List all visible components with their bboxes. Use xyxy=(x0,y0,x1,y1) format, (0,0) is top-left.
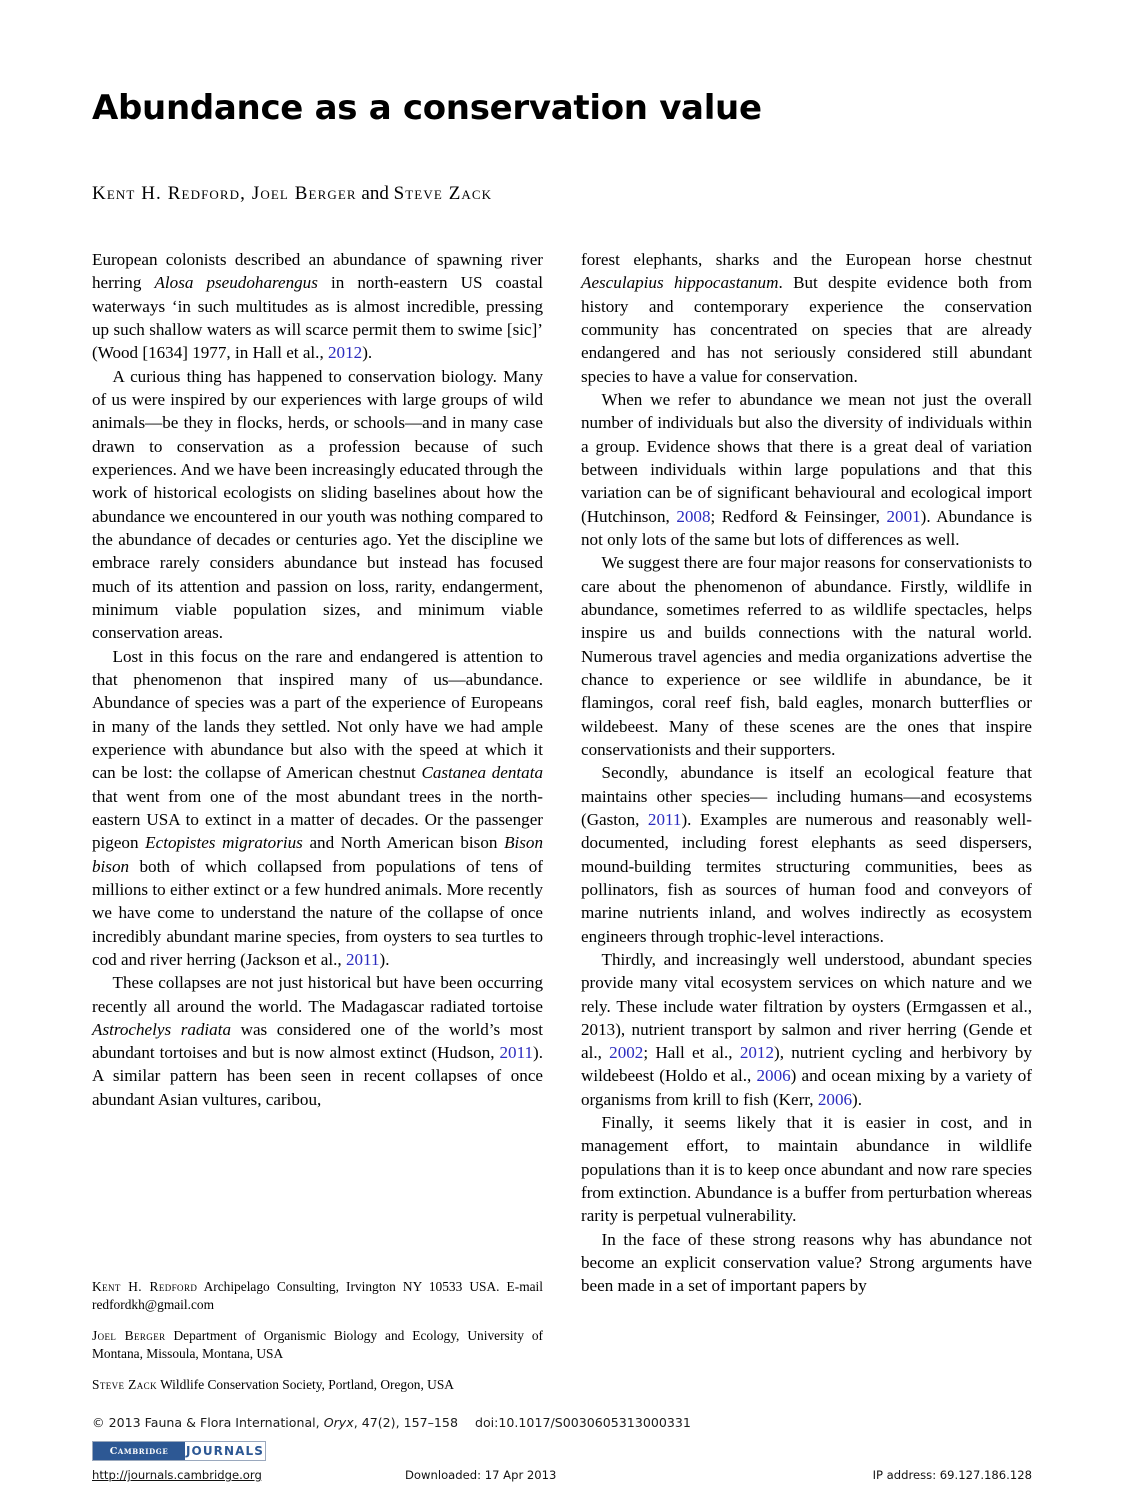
paragraph xyxy=(581,948,1032,1111)
species-name: Aesculapius hippocastanum xyxy=(581,273,779,293)
citation-link[interactable]: 2011 xyxy=(345,949,380,969)
text-run: These collapses are not just historical but have been occurring recently all around the world. The Madagascar radiated tortoise xyxy=(92,973,543,1016)
text-run: and North American bison xyxy=(302,833,505,853)
citation-link[interactable]: 2011 xyxy=(499,1043,534,1063)
copyright-line xyxy=(92,1415,691,1430)
paragraph: In the face of these strong reasons why has abundance not become an explicit conservation value? Strong arguments have been made in a set of important papers by xyxy=(581,1229,1032,1296)
citation-link[interactable]: 2012 xyxy=(328,343,363,363)
paragraph xyxy=(581,388,1032,551)
left-column xyxy=(92,248,543,1298)
text-run: Lost in this focus on the rare and endangered is attention to that phenomenon that inspired many of us—abundance. Abundance of species was a part of the experience of Europeans in many of the lands they settled. Not only have we had ample experience with abundance but also with the speed at which it can be lost: the collapse of American chestnut xyxy=(92,646,543,783)
authors-last: Steve Zack xyxy=(393,183,493,205)
affiliation-item xyxy=(92,1278,543,1314)
species-name: Castanea dentata xyxy=(421,763,544,783)
text-run: ). Examples are numerous and reasonably well-documented, including forest elephants as seed dispersers, mound-building termites structuring communities, bees as pollinators, fish as sources of human food and conveyors of marine nutrients inland, and wolves indirectly as ecosystem engineers through trophic-level interactions. xyxy=(581,809,1033,946)
doi-text: doi:10.1017/S0030605313000331 xyxy=(474,1415,691,1430)
text-run: ; Redford & Feinsinger, xyxy=(710,506,887,526)
journal-name: Oryx xyxy=(323,1415,354,1430)
paragraph xyxy=(92,971,543,1111)
logo-journals-label: JOURNALS xyxy=(185,1444,265,1458)
text-run: Secondly, abundance is itself an ecological feature that maintains other species— including humans—and ecosystems (Gaston, xyxy=(581,763,1032,829)
text-run: ). xyxy=(852,1089,863,1109)
paragraph xyxy=(92,645,543,972)
citation-link[interactable]: 2006 xyxy=(756,1066,791,1086)
paragraph xyxy=(581,761,1032,948)
text-run: ). xyxy=(379,949,390,969)
author-byline xyxy=(92,127,1032,205)
text-run: European colonists described an abundance of spawning river herring xyxy=(92,250,543,293)
text-run: in north-eastern US coastal waterways ‘in such multitudes as is almost incredible, pressing up such shallow waters as will scarce permit them to swime [sic]’ (Wood [1634] 1977, in Hall et al., xyxy=(92,273,543,363)
logo-cambridge-label: Cambridge xyxy=(93,1442,185,1460)
citation-link[interactable]: 2002 xyxy=(609,1043,644,1063)
citation-link[interactable]: 2008 xyxy=(676,506,711,526)
text-run: ). xyxy=(362,343,373,363)
text-run: When we refer to abundance we mean not just the overall number of individuals but also the diversity of individuals within a group. Evidence shows that there is a great deal of variation between individuals within large populations and that this variation can be of significant behavioural and ecological import (Hutchinson, xyxy=(581,389,1032,526)
copyright-text: © 2013 Fauna & Flora International, xyxy=(92,1415,324,1430)
affiliation-author-name: Joel Berger xyxy=(92,1327,166,1343)
species-name: Ectopistes migratorius xyxy=(145,833,303,853)
downloaded-date: Downloaded: 17 Apr 2013 xyxy=(405,1468,557,1482)
text-run: forest elephants, sharks and the European horse chestnut xyxy=(581,250,1032,269)
text-run: ; Hall et al., xyxy=(643,1043,740,1063)
authors-first: Kent H. Redford, Joel Berger xyxy=(92,183,357,205)
affiliation-text: Department of Organismic Biology and Ecology, University of Montana, Missoula, Montana, USA xyxy=(92,1327,543,1361)
text-run: ). Abundance is not only lots of the same but lots of differences as well. xyxy=(581,506,1033,549)
right-column xyxy=(581,248,1032,1298)
species-name: Astrochelys radiata xyxy=(92,1019,232,1039)
text-run: ) and ocean mixing by a variety of organisms from krill to fish (Kerr, xyxy=(581,1066,1032,1109)
ip-address: IP address: 69.127.186.128 xyxy=(872,1468,1032,1482)
citation-link[interactable]: 2006 xyxy=(817,1089,853,1109)
citation-link[interactable]: 2001 xyxy=(886,506,921,526)
species-name: Bison bison xyxy=(92,833,543,876)
journals-url-link[interactable]: http://journals.cambridge.org xyxy=(92,1468,262,1482)
text-run: . But despite evidence both from history and contemporary experience the conservation community has concentrated on species that are already endangered and has not seriously considered still abundant species to have a value for conservation. xyxy=(581,273,1032,386)
citation-link[interactable]: 2011 xyxy=(647,809,682,829)
text-run: ), nutrient cycling and herbivory by wildebeest (Holdo et al., xyxy=(581,1043,1032,1086)
affiliation-text: Wildlife Conservation Society, Portland, Oregon, USA xyxy=(156,1376,454,1392)
paragraph xyxy=(92,248,543,365)
citation-link[interactable]: 2012 xyxy=(739,1043,774,1063)
affiliation-author-name: Steve Zack xyxy=(92,1376,157,1392)
species-name: Alosa pseudoharengus xyxy=(154,273,318,293)
cambridge-journals-logo[interactable] xyxy=(92,1441,266,1461)
affiliation-item xyxy=(92,1376,543,1394)
text-run: both of which collapsed from populations of tens of millions to either extinct or a few hundred animals. More recently we have come to understand the nature of the collapse of once incredibly abundant marine species, from oysters to sea turtles to cod and river herring (Jackson et al., xyxy=(92,856,543,969)
author-affiliations xyxy=(92,1278,543,1407)
body-columns xyxy=(92,248,1032,1298)
affiliation-text: Archipelago Consulting, Irvington NY 10533 USA. E-mail redfordkh@gmail.com xyxy=(92,1279,543,1312)
authors-conjunction: and xyxy=(356,183,394,205)
text-run: ). A similar pattern has been seen in recent collapses of once abundant Asian vultures, caribou, xyxy=(92,1043,543,1109)
paragraph: A curious thing has happened to conservation biology. Many of us were inspired by our experiences with large groups of wild animals—be they in flocks, herds, or schools—and in many case drawn to conservation as a profession because of such experiences. And we have been increasingly educated through the work of historical ecologists on sliding baselines about how the abundance we encountered in our youth was nothing compared to the abundance of decades or centuries ago. Yet the discipline we embrace rarely considers abundance but instead has focused much of its attention and passion on loss, rarity, endangerment, minimum viable population sizes, and minimum viable conservation areas. xyxy=(92,366,543,643)
text-run: that went from one of the most abundant trees in the north-eastern USA to extinct in a matter of decades. Or the passenger pigeon xyxy=(92,786,543,853)
page-title: Abundance as a conservation value xyxy=(92,88,762,128)
paragraph: Finally, it seems likely that it is easier in cost, and in management effort, to maintain abundance in wildlife populations than it is to keep once abundant and now rare species from extinction. Abundance is a buffer from perturbation whereas rarity is perpetual vulnerability. xyxy=(581,1113,1032,1226)
text-run: was considered one of the world’s most abundant tortoises and but is now almost extinct (Hudson, xyxy=(92,1019,543,1063)
affiliation-author-name: Kent H. Redford xyxy=(92,1279,198,1294)
affiliation-item xyxy=(92,1327,543,1363)
paragraph xyxy=(581,248,1032,388)
text-run: Thirdly, and increasingly well understood, abundant species provide many vital ecosystem services on which nature and we rely. These include water filtration by oysters (Ermgassen et al., 2013), nutrient transport by salmon and river herring (Gende et al., xyxy=(581,949,1032,1063)
issue-pages: , 47(2), 157–158 xyxy=(353,1415,458,1430)
paragraph: We suggest there are four major reasons for conservationists to care about the phenomenon of abundance. Firstly, wildlife in abundance, sometimes referred to as wildlife spectacles, helps inspire us and builds connections with the natural world. Numerous travel agencies and media organizations advertise the chance to experience or see wildlife in abundance, be it flamingos, coral reef fish, bald eagles, monarch butterflies or wildebeest. Many of these scenes are the ones that inspire conservationists and their supporters. xyxy=(581,553,1032,759)
